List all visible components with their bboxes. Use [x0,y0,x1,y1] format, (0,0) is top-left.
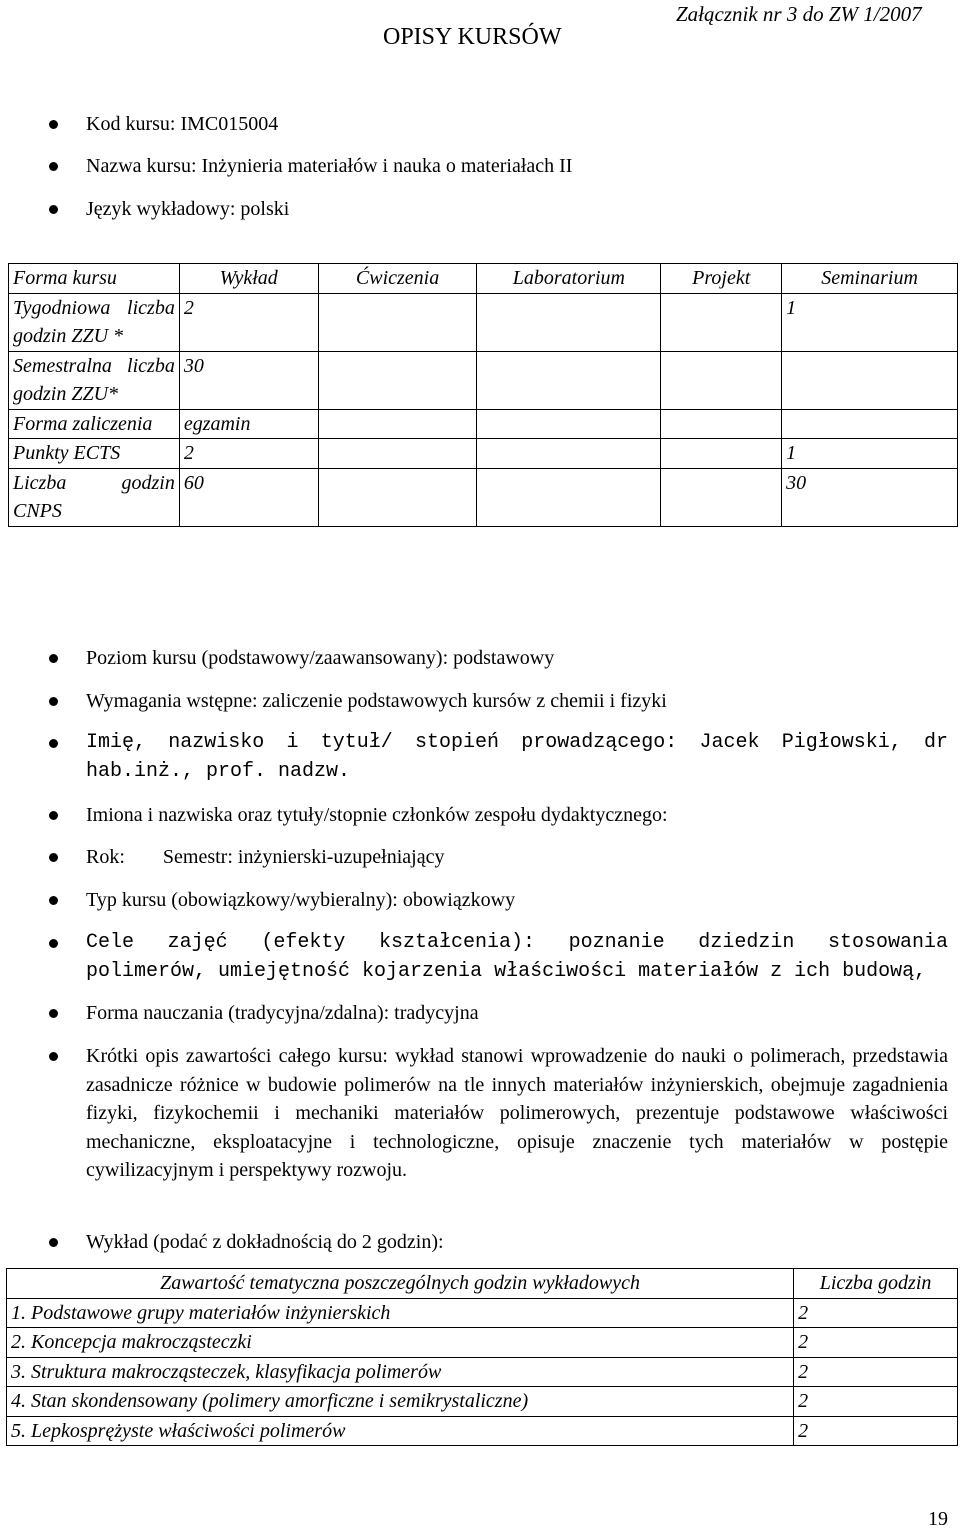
table-row [7,1328,958,1358]
hours-cell: 2 [794,1387,958,1417]
lecture-table-header [7,1269,958,1299]
course-level: Poziom kursu (podstawowy/zaawansowany): podstawowy [86,644,948,673]
prerequisites: Wymagania wstępne: zaliczenie podstawowych kursów z chemii i fizyki [86,687,948,716]
annex-label: Załącznik nr 3 do ZW 1/2007 [676,2,922,26]
header-cell: Wykład [179,264,318,294]
table-cell [782,351,958,409]
table-row [9,409,958,439]
table-cell: 30 [782,468,958,526]
year-semester [86,843,948,872]
table-cell: egzamin [179,409,318,439]
teaching-team: Imiona i nazwiska oraz tytuły/stopnie członków zespołu dydaktycznego: [86,801,948,830]
topic-cell: 5. Lepkosprężyste właściwości polimerów [7,1416,794,1446]
hours-cell: 2 [794,1328,958,1358]
table-cell [318,439,477,469]
table-cell: 1 [782,439,958,469]
table-cell: 60 [179,468,318,526]
course-type: Typ kursu (obowiązkowy/wybieralny): obowiązkowy [86,886,948,915]
course-description: Krótki opis zawartości całego kursu: wykład stanowi wprowadzenie do nauki o polimerach, przedstawia zasadnicze różnice w budowie polimerów na tle innych materiałów inżynierskich, obejmuje zagadnienia fizyki, fizykochemii i mechaniki materiałów polimerowych, prezentuje podstawowe właściwości mechaniczne, eksploatacyjne i technologiczne, opisuje znaczenie tych materiałów w postępie cywilizacyjnym i perspektywy rozwoju. [86,1042,948,1185]
lecturer: Imię, nazwisko i tytuł/ stopień prowadzącego: Jacek Pigłowski, dr hab.inż., prof. nadzw. [86,729,948,786]
page-title: OPISY KURSÓW [383,24,562,50]
table-cell [477,293,661,351]
table-row [9,468,958,526]
row-label: Forma zaliczenia [9,409,180,439]
row-label: Liczba godzin CNPS [9,468,180,526]
header-cell: Seminarium [782,264,958,294]
table-cell [661,293,782,351]
teaching-form: Forma nauczania (tradycyjna/zdalna): tradycyjna [86,999,948,1028]
table-cell [661,468,782,526]
table-cell [318,468,477,526]
header-cell: Projekt [661,264,782,294]
lecture-table [6,1268,958,1446]
topic-cell: 3. Struktura makrocząsteczek, klasyfikacja polimerów [7,1357,794,1387]
course-form-table [8,263,958,527]
course-table-header [9,264,958,294]
year-label: Rok: [86,846,125,868]
table-cell: 2 [179,293,318,351]
page-number: 19 [928,1508,948,1530]
header-hours: Liczba godzin [794,1269,958,1299]
semester-label: Semestr: inżynierski-uzupełniający [162,846,445,868]
table-cell [318,409,477,439]
table-row [7,1387,958,1417]
table-row [9,293,958,351]
table-row [7,1416,958,1446]
header-cell: Ćwiczenia [318,264,477,294]
table-cell: 1 [782,293,958,351]
hours-cell: 2 [794,1298,958,1328]
table-cell [782,409,958,439]
table-cell [661,439,782,469]
table-cell [477,468,661,526]
header-topic: Zawartość tematyczna poszczególnych godzin wykładowych [7,1269,794,1299]
table-row [7,1298,958,1328]
topic-cell: 1. Podstawowe grupy materiałów inżynierskich [7,1298,794,1328]
table-row [7,1357,958,1387]
header-cell: Forma kursu [9,264,180,294]
topic-cell: 2. Koncepcja makrocząsteczki [7,1328,794,1358]
table-cell [318,351,477,409]
course-language: Język wykładowy: polski [86,195,948,224]
course-objectives: Cele zajęć (efekty kształcenia): poznanie dziedzin stosowania polimerów, umiejętność kojarzenia właściwości materiałów z ich budową, [86,929,948,986]
table-row [9,439,958,469]
row-label: Semestralna liczba godzin ZZU* [9,351,180,409]
lecture-heading: Wykład (podać z dokładnością do 2 godzin): [86,1228,948,1257]
hours-cell: 2 [794,1357,958,1387]
table-row [9,351,958,409]
topic-cell: 4. Stan skondensowany (polimery amorficzne i semikrystaliczne) [7,1387,794,1417]
table-cell [661,351,782,409]
table-cell [661,409,782,439]
table-cell: 30 [179,351,318,409]
table-cell: 2 [179,439,318,469]
table-cell [477,439,661,469]
hours-cell: 2 [794,1416,958,1446]
table-cell [477,351,661,409]
row-label: Punkty ECTS [9,439,180,469]
course-code: Kod kursu: IMC015004 [86,110,948,139]
course-name: Nazwa kursu: Inżynieria materiałów i nauka o materiałach II [86,152,948,181]
table-cell [318,293,477,351]
row-label: Tygodniowa liczba godzin ZZU * [9,293,180,351]
header-cell: Laboratorium [477,264,661,294]
table-cell [477,409,661,439]
